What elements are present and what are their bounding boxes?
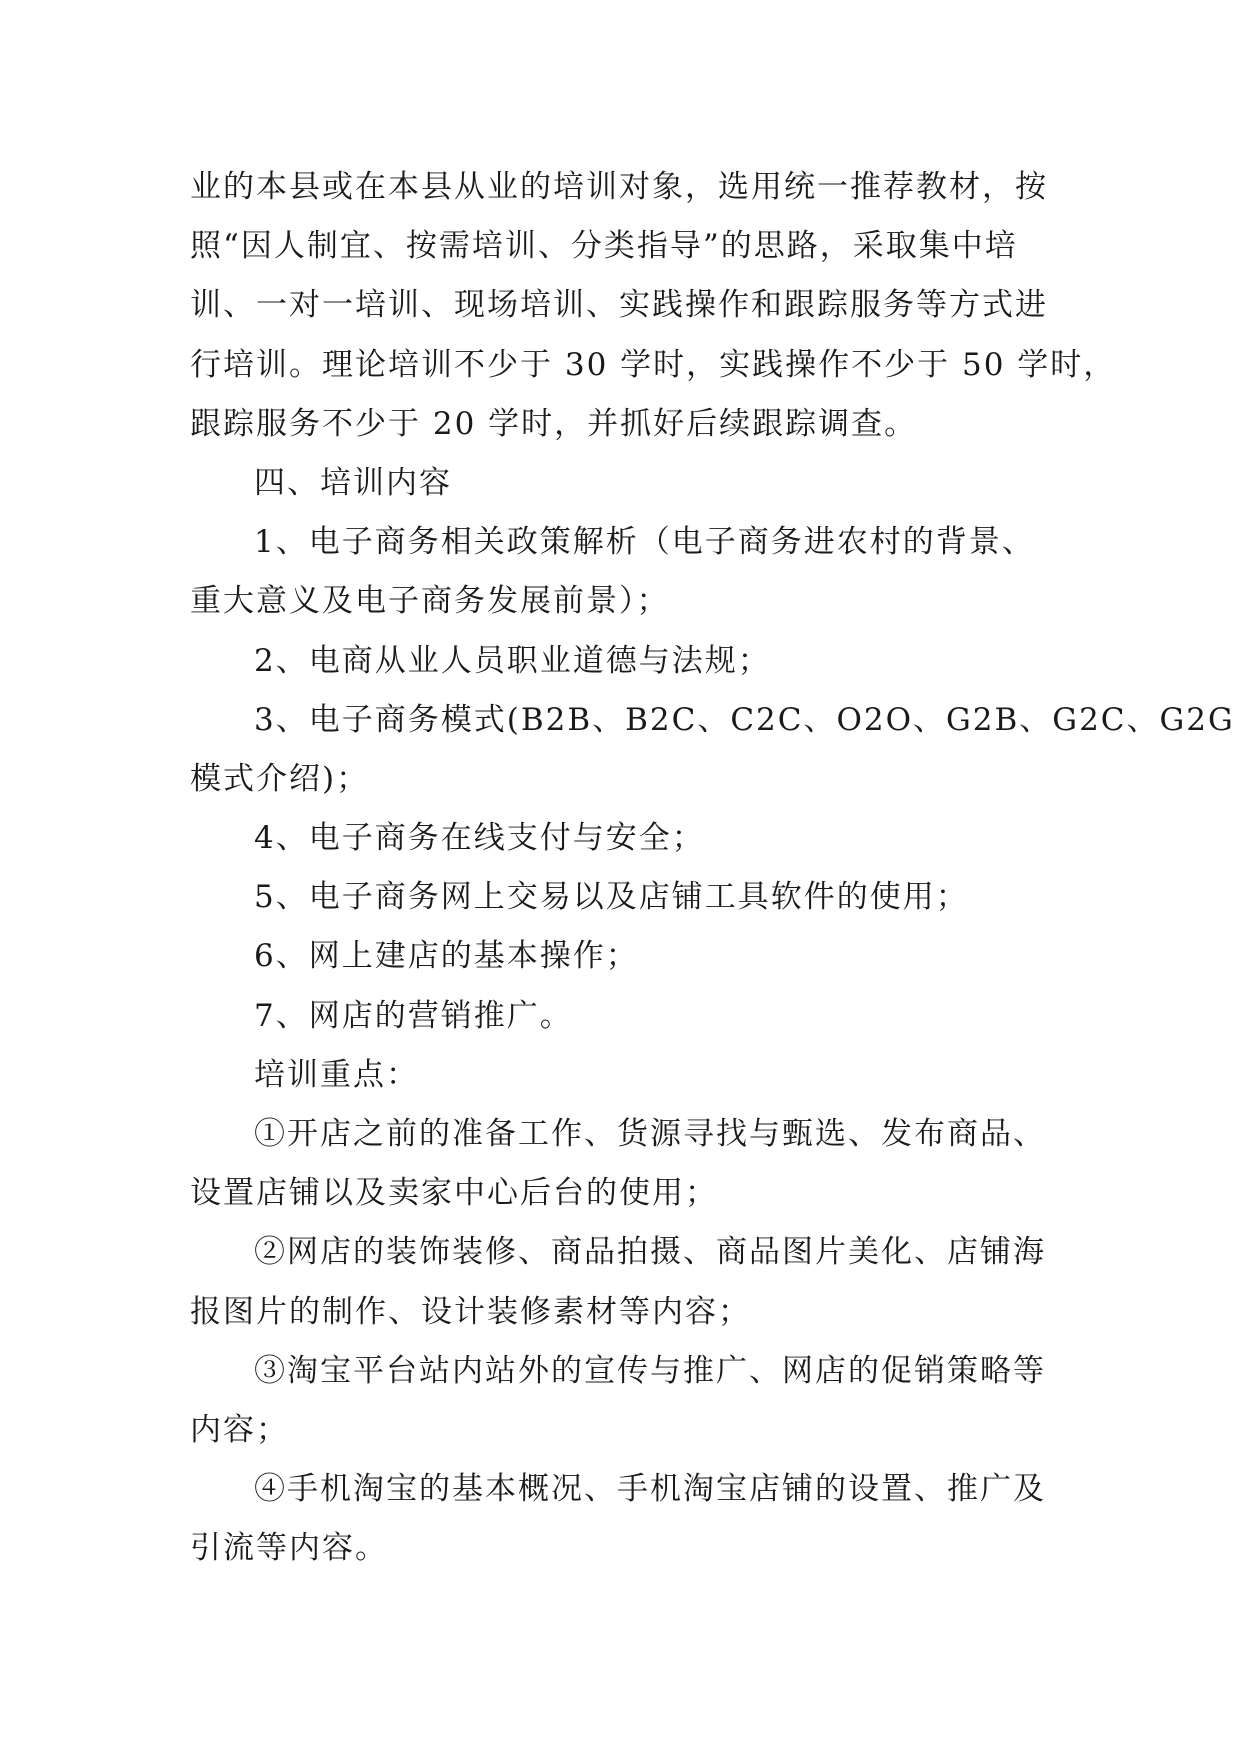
key-point-item: ①开店之前的准备工作、货源寻找与甄选、发布商品、 bbox=[254, 1116, 1046, 1152]
key-point-item: ③淘宝平台站内站外的宣传与推广、网店的促销策略等 bbox=[254, 1352, 1046, 1389]
list-item: 3、电子商务模式(B2B、B2C、C2C、O2O、G2B、G2C、G2G bbox=[254, 701, 1235, 738]
list-item: 6、网上建店的基本操作； bbox=[254, 938, 639, 975]
key-point-continuation: 内容； bbox=[190, 1411, 289, 1448]
list-item-continuation: 模式介绍)； bbox=[190, 760, 370, 797]
list-item: 2、电商从业人员职业道德与法规； bbox=[254, 642, 771, 679]
key-point-continuation: 设置店铺以及卖家中心后台的使用； bbox=[190, 1175, 718, 1212]
section-heading: 四、培训内容 bbox=[254, 464, 452, 501]
list-item: 4、电子商务在线支付与安全； bbox=[254, 820, 705, 857]
key-point-item: ②网店的装饰装修、商品拍摄、商品图片美化、店铺海 bbox=[254, 1234, 1046, 1271]
key-point-continuation: 引流等内容。 bbox=[190, 1530, 388, 1567]
subsection-heading: 培训重点： bbox=[254, 1056, 419, 1093]
list-item: 7、网店的营销推广。 bbox=[254, 997, 573, 1034]
text-line: 行培训。理论培训不少于 30 学时，实践操作不少于 50 学时， bbox=[190, 346, 1117, 383]
key-point-item: ④手机淘宝的基本概况、手机淘宝店铺的设置、推广及 bbox=[254, 1471, 1046, 1508]
key-point-continuation: 报图片的制作、设计装修素材等内容； bbox=[190, 1293, 751, 1330]
text-line: 业的本县或在本县从业的培训对象，选用统一推荐教材，按 bbox=[190, 169, 1048, 205]
list-item-continuation: 重大意义及电子商务发展前景）； bbox=[190, 583, 670, 620]
text-line: 跟踪服务不少于 20 学时，并抓好后续跟踪调查。 bbox=[190, 405, 918, 442]
text-line: 训、一对一培训、现场培训、实践操作和跟踪服务等方式进 bbox=[190, 287, 1048, 324]
list-item: 5、电子商务网上交易以及店铺工具软件的使用； bbox=[254, 879, 969, 916]
document-body bbox=[190, 158, 1235, 1579]
list-item: 1、电子商务相关政策解析（电子商务进农村的背景、 bbox=[254, 524, 1035, 561]
text-line: 照“因人制宜、按需培训、分类指导”的思路，采取集中培 bbox=[190, 228, 1018, 265]
